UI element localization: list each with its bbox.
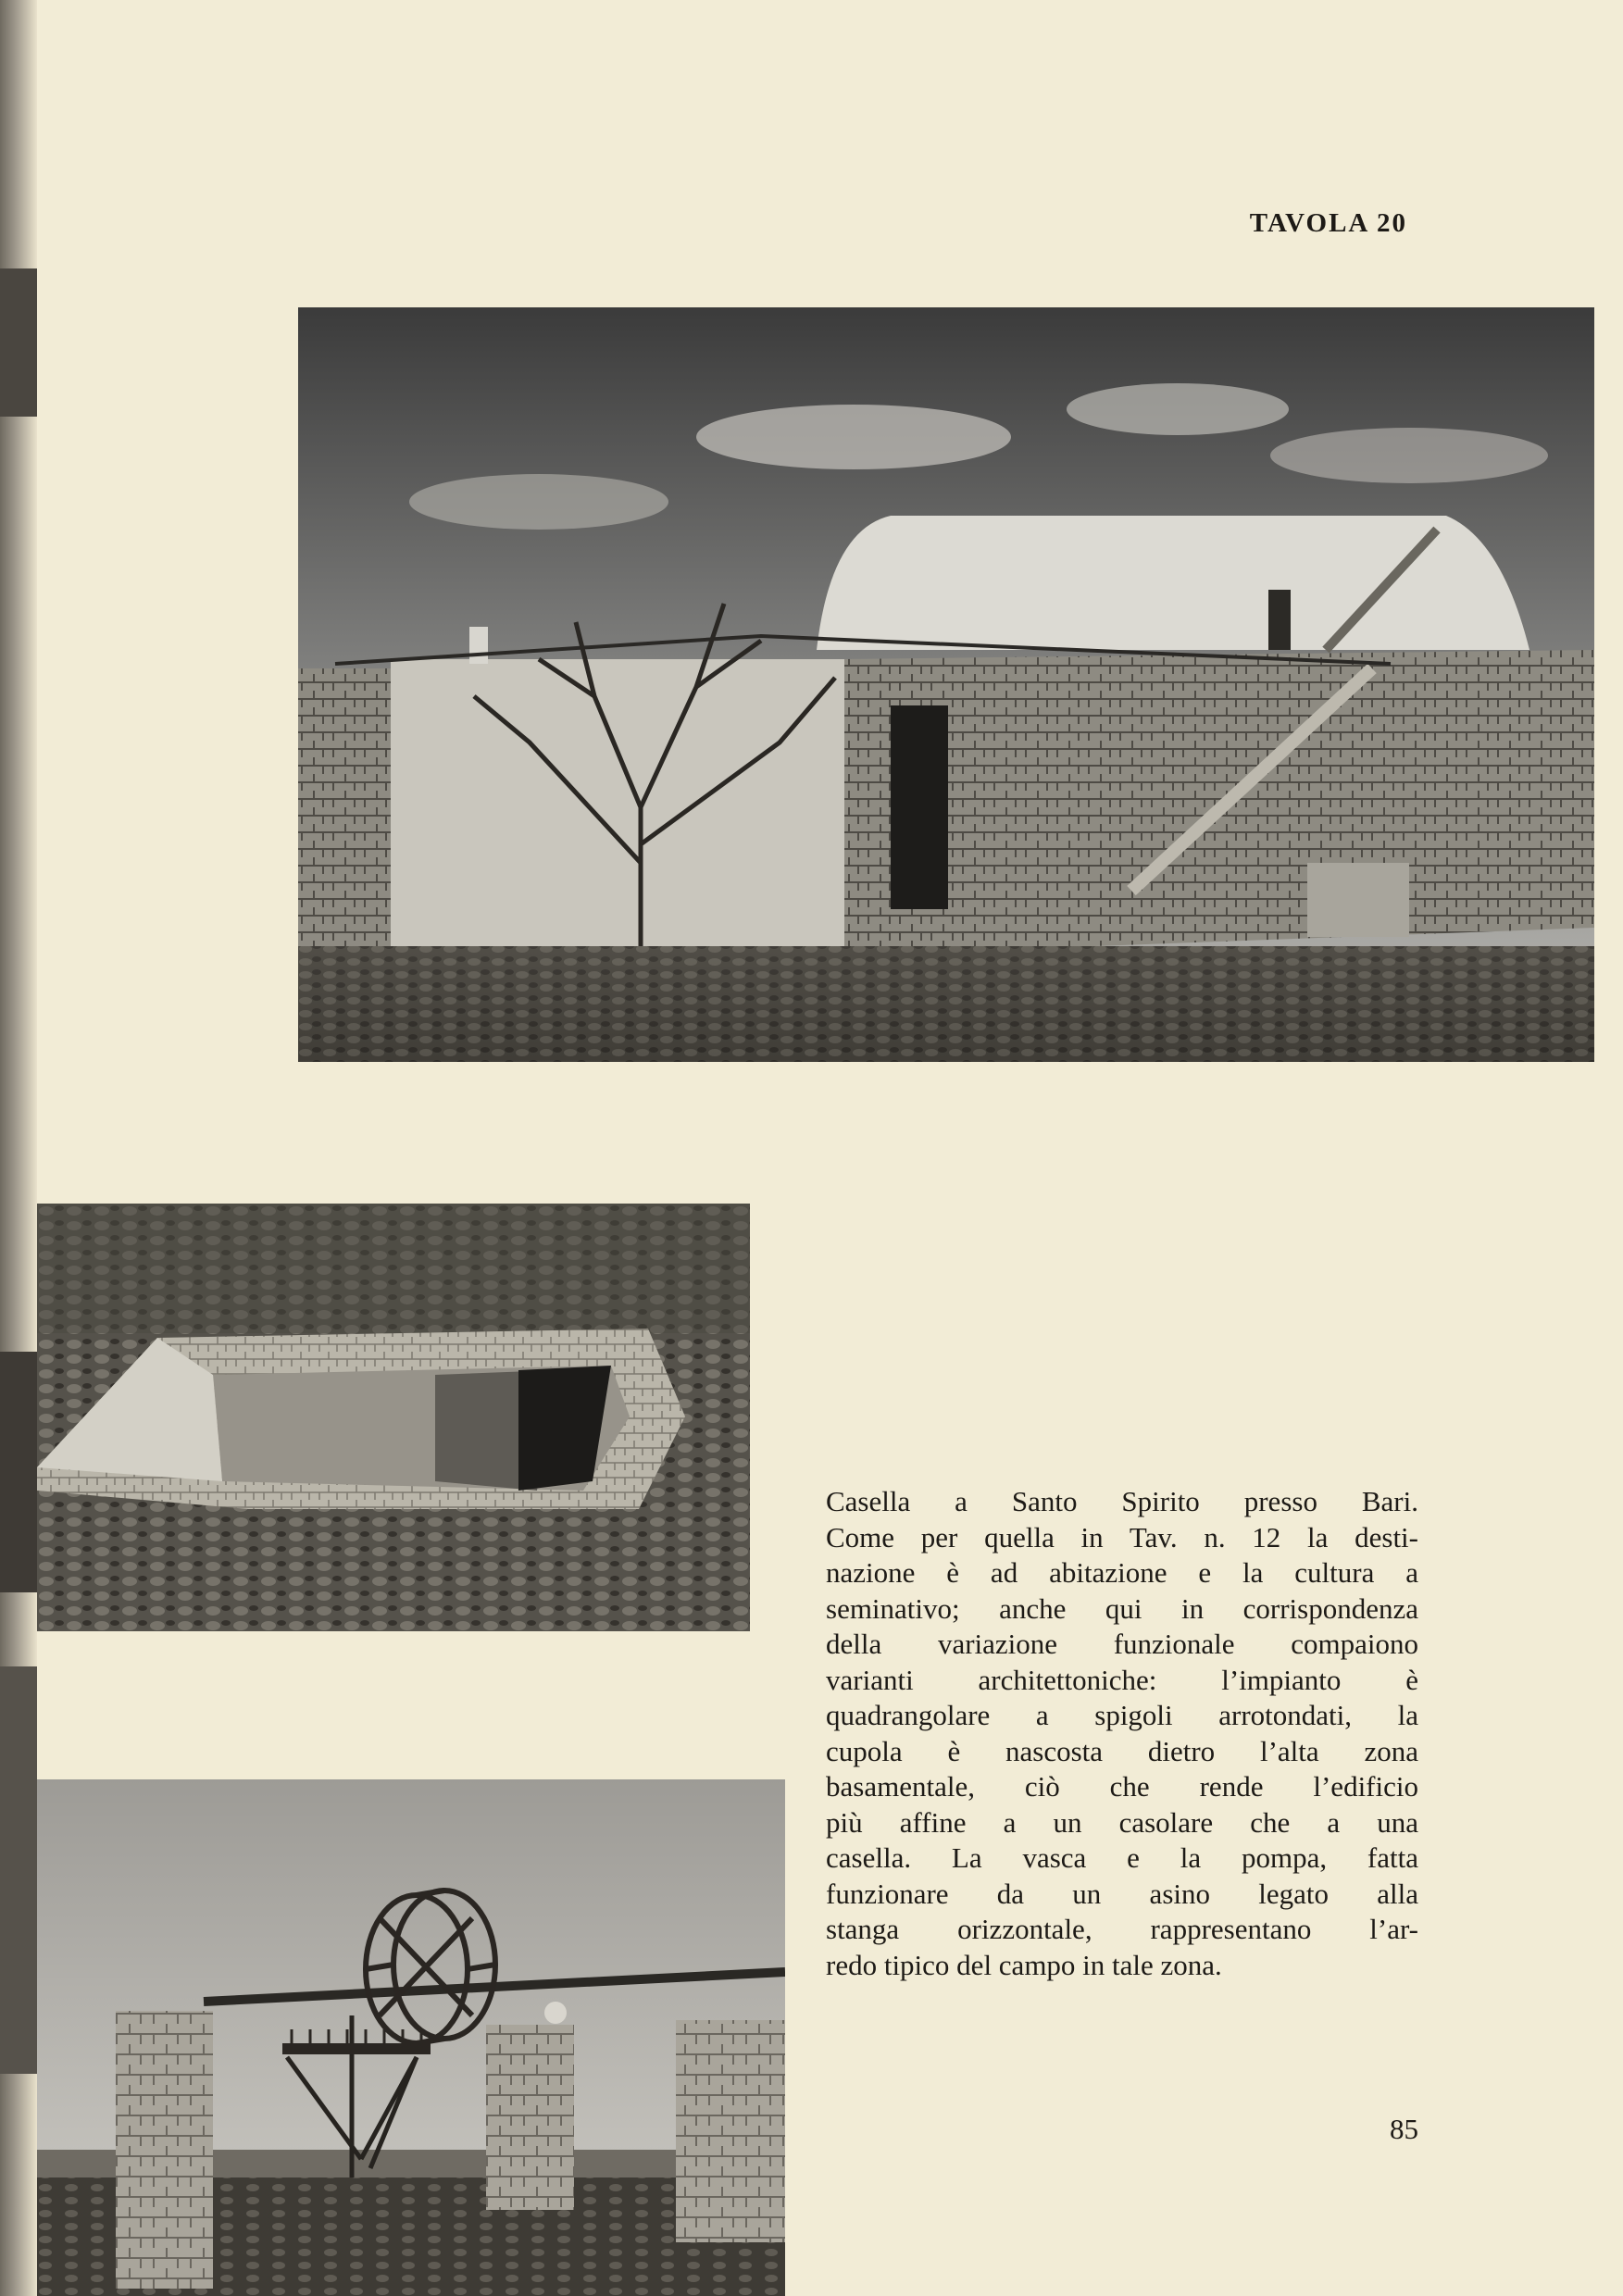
caption-line: stanga orizzontale, rappresentano l’ar- [826,1913,1418,1945]
plate-caption [826,1484,1418,1983]
caption-line: della variazione funzionale compaiono [826,1628,1418,1660]
caption-line: varianti architettoniche: l’impianto è [826,1663,1418,1696]
caption-line: funzionare da un asino legato alla [826,1877,1418,1910]
caption-line: seminativo; anche qui in corrispondenza [826,1591,1418,1625]
photo-casella-building [298,307,1594,1062]
caption-line: cupola è nascosta dietro l’alta zona [826,1734,1418,1767]
caption-line: redo tipico del campo in tale zona. [826,1948,1222,1981]
casella-photo-illustration [298,307,1594,1062]
pump-photo-illustration [37,1779,785,2296]
book-spine-edge [0,0,37,2296]
caption-line: nazione è ad abitazione e la cultura a [826,1556,1418,1589]
caption-line: più affine a un casolare che a una [826,1805,1418,1839]
basin-photo-illustration [37,1204,750,1631]
caption-line: quadrangolare a spigoli arrotondati, la [826,1699,1418,1731]
caption-line: casella. La vasca e la pompa, fatta [826,1841,1418,1874]
plate-label: TAVOLA 20 [1249,208,1407,238]
caption-line: basamentale, ciò che rende l’edificio [826,1770,1418,1803]
photo-water-basin [37,1204,750,1631]
photo-water-pump [37,1779,785,2296]
page-number: 85 [1390,2113,1418,2145]
caption-line: Come per quella in Tav. n. 12 la desti- [826,1520,1418,1554]
caption-line: Casella a Santo Spirito presso Bari. [826,1485,1418,1517]
